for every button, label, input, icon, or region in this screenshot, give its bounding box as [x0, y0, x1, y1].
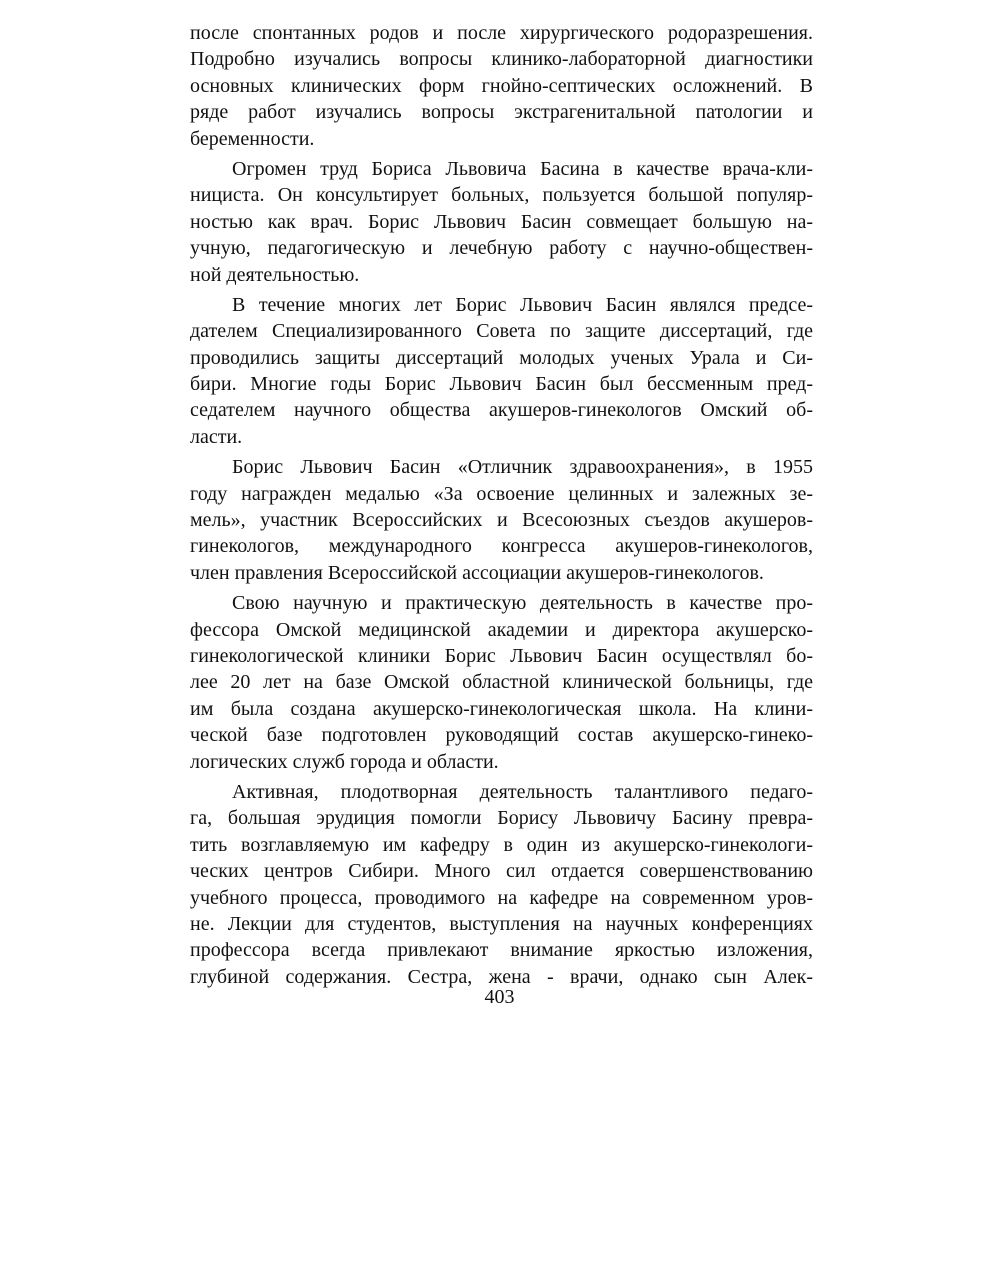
text-line: ческой базе подготовлен руководящий состав акушерско-гинеко- [190, 724, 813, 747]
text-line: мель», участник Всероссийских и Всесоюзных съездов акушеров- [190, 509, 813, 532]
paragraph [190, 590, 813, 775]
text-line: член правления Всероссийской ассоциации акушеров-гинекологов. [190, 561, 764, 584]
text-line: седателем научного общества акушеров-гинекологов Омский об- [190, 399, 813, 422]
text-line: Огромен труд Бориса Львовича Басина в качестве врача-кли- [232, 157, 813, 180]
paragraph [190, 156, 813, 288]
body-text [190, 20, 813, 994]
text-line: В течение многих лет Борис Львович Басин являлся предсе- [232, 293, 813, 316]
text-line: им была создана акушерско-гинекологическая школа. На клини- [190, 697, 813, 720]
text-line: ческих центров Сибири. Много сил отдается совершенствованию [190, 860, 813, 883]
text-line: основных клинических форм гнойно-септических осложнений. В [190, 74, 813, 97]
text-line: ласти. [190, 425, 243, 448]
text-line: гинекологов, международного конгресса акушеров-гинекологов, [190, 535, 813, 558]
paragraph [190, 454, 813, 586]
paragraph [190, 779, 813, 990]
paragraph [190, 20, 813, 152]
text-line: дателем Специализированного Совета по защите диссертаций, где [190, 320, 813, 343]
text-line: логических служб города и области. [190, 750, 499, 773]
paragraph [190, 292, 813, 450]
text-line: лее 20 лет на базе Омской областной клинической больницы, где [190, 671, 813, 694]
text-line: беременности. [190, 127, 315, 150]
text-line: Свою научную и практическую деятельность в качестве про- [232, 592, 813, 615]
text-line: Активная, плодотворная деятельность талантливого педаго- [232, 780, 813, 803]
text-line: ной деятельностью. [190, 263, 360, 286]
text-line: учебного процесса, проводимого на кафедре на современном уров- [190, 886, 813, 909]
text-line: не. Лекции для студентов, выступления на научных конференциях [190, 912, 813, 935]
text-line: ряде работ изучались вопросы экстрагенитальной патологии и [190, 101, 813, 124]
text-line: фессора Омской медицинской академии и директора акушерско- [190, 618, 813, 641]
text-line: учную, педагогическую и лечебную работу с научно-обществен- [190, 237, 813, 260]
page-number: 403 [484, 986, 515, 1008]
text-line: глубиной содержания. Сестра, жена - врачи, однако сын Алек- [190, 965, 813, 988]
text-line: после спонтанных родов и после хирургического родоразрешения. [190, 22, 813, 44]
text-line: га, большая эрудиция помогли Борису Львовичу Басину превра- [190, 807, 813, 830]
text-line: нициста. Он консультирует больных, пользуется большой популяр- [190, 184, 813, 207]
text-line: ностью как врач. Борис Львович Басин совмещает большую на- [190, 210, 813, 233]
text-line: проводились защиты диссертаций молодых ученых Урала и Си- [190, 346, 813, 369]
text-line: Подробно изучались вопросы клинико-лабораторной диагностики [190, 48, 813, 71]
text-line: профессора всегда привлекают внимание яркостью изложения, [190, 939, 813, 962]
text-line: Борис Львович Басин «Отличник здравоохранения», в 1955 [232, 456, 813, 479]
text-line: году награжден медалью «За освоение целинных и залежных зе- [190, 482, 813, 505]
text-line: гинекологической клиники Борис Львович Басин осуществлял бо- [190, 644, 813, 667]
text-line: бири. Многие годы Борис Львович Басин был бессменным пред- [190, 373, 813, 396]
text-line: тить возглавляемую им кафедру в один из акушерско-гинекологи- [190, 833, 813, 856]
